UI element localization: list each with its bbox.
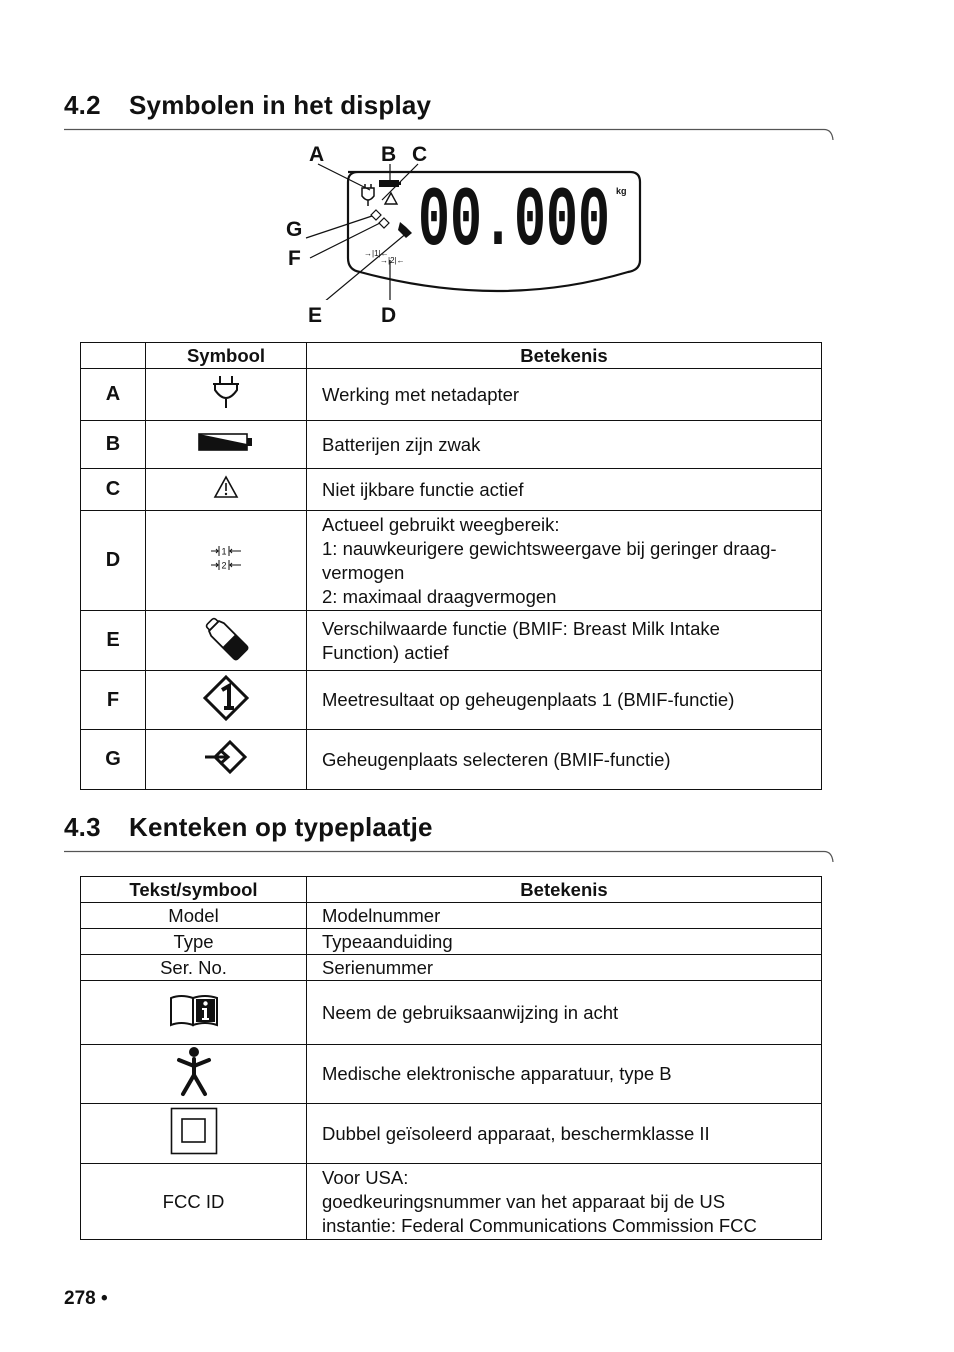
callout-e: E [308,304,323,327]
callout-g: G [286,218,303,241]
range-icon [210,544,242,572]
table-row [81,730,822,790]
plug-icon [209,374,243,410]
lcd-memory-select-icon [371,210,381,220]
table-row [81,929,822,955]
table-row [81,1104,822,1164]
row-meaning: Voor USA: [322,1166,409,1188]
callout-d: D [381,304,397,327]
row-meaning: Batterijen zijn zwak [322,433,481,455]
lcd-range-icon [364,249,405,265]
row-meaning: instantie: Federal Communications Commission FCC [322,1214,757,1236]
symbols-table [80,342,822,790]
range-label-1: 1 [221,546,227,557]
row-key: Ser. No. [81,955,307,981]
callout-b: B [381,143,397,166]
lcd-unit: kg [616,186,627,196]
row-meaning: vermogen [322,561,405,583]
table-row [81,981,822,1045]
battery-low-icon [198,431,254,453]
bottle-icon [200,614,252,662]
row-meaning: 2: maximaal draagvermogen [322,585,557,607]
header-symbol: Symbool [146,343,307,369]
lcd-memory-1-icon [379,218,389,228]
row-meaning: Modelnummer [322,904,441,926]
row-meaning: Serienummer [322,956,434,978]
row-key: B [81,421,146,469]
lcd-reading: 00.000 [418,175,610,270]
row-meaning: Niet ijkbare functie actief [322,478,524,500]
row-key: A [81,369,146,421]
row-meaning: Typeaanduiding [322,930,453,952]
row-key: G [81,730,146,790]
row-meaning: goedkeuringsnummer van het apparaat bij de US [322,1190,726,1212]
table-row [81,511,822,611]
double-insulation-icon [170,1107,218,1155]
section-rule [64,128,836,144]
table-row [81,671,822,730]
table-row [81,1164,822,1240]
row-key: F [81,671,146,730]
row-key: C [81,469,146,511]
warning-triangle-icon [213,475,239,499]
lcd-plug-icon [362,184,374,206]
row-meaning: Function) actief [322,641,449,663]
table-row [81,611,822,671]
row-key: Type [81,929,307,955]
table-row [81,955,822,981]
row-meaning: Geheugenplaats selecteren (BMIF-functie) [322,748,671,770]
table-row [81,1045,822,1104]
lcd-display [300,160,650,300]
section-heading-4-3 [64,812,433,843]
row-meaning: Actueel gebruikt weegbereik: [322,513,560,535]
table-row [81,421,822,469]
header-meaning: Betekenis [307,877,822,903]
header-key [81,343,146,369]
svg-text:→|1|←: →|1|← [364,249,389,258]
header-meaning: Betekenis [307,343,822,369]
section-number: 4.2 [64,90,101,120]
row-meaning: Medische elektronische apparatuur, type B [322,1063,672,1084]
section-heading-4-2 [64,90,431,121]
row-key: E [81,611,146,671]
row-key: Model [81,903,307,929]
memory-1-icon [203,675,249,721]
row-meaning: Dubbel geïsoleerd apparaat, beschermklasse II [322,1122,710,1144]
range-label-2: 2 [221,560,227,571]
lcd-battery-icon [379,180,401,187]
row-meaning: 1: nauwkeurigere gewichtsweergave bij geringer draag- [322,537,777,559]
manual-info-icon [169,993,219,1027]
svg-text:→|2|←: →|2|← [380,256,405,265]
table-header-row [81,877,822,903]
header-text-symbol: Tekst/symbool [81,877,307,903]
row-meaning: Neem de gebruiksaanwijzing in acht [322,1001,619,1023]
typeplate-table [80,876,822,1240]
table-row [81,469,822,511]
row-meaning: Verschilwaarde functie (BMIF: Breast Milk Intake [322,617,720,639]
table-header-row [81,343,822,369]
row-meaning: Werking met netadapter [322,383,520,405]
lcd-bottle-icon [398,222,412,238]
section-rule [64,850,836,866]
memory-select-icon [204,739,248,775]
callout-f: F [288,247,301,270]
section-title: Kenteken op typeplaatje [129,812,433,842]
page-number: 278 • [64,1288,108,1309]
row-key: FCC ID [81,1164,307,1240]
section-title: Symbolen in het display [129,90,432,120]
section-number: 4.3 [64,812,101,842]
callout-c: C [412,143,428,166]
callout-a: A [309,143,325,166]
row-meaning: Meetresultaat op geheugenplaats 1 (BMIF-functie) [322,689,735,710]
type-b-person-icon [175,1046,213,1098]
row-key: D [81,511,146,611]
table-row [81,369,822,421]
table-row [81,903,822,929]
